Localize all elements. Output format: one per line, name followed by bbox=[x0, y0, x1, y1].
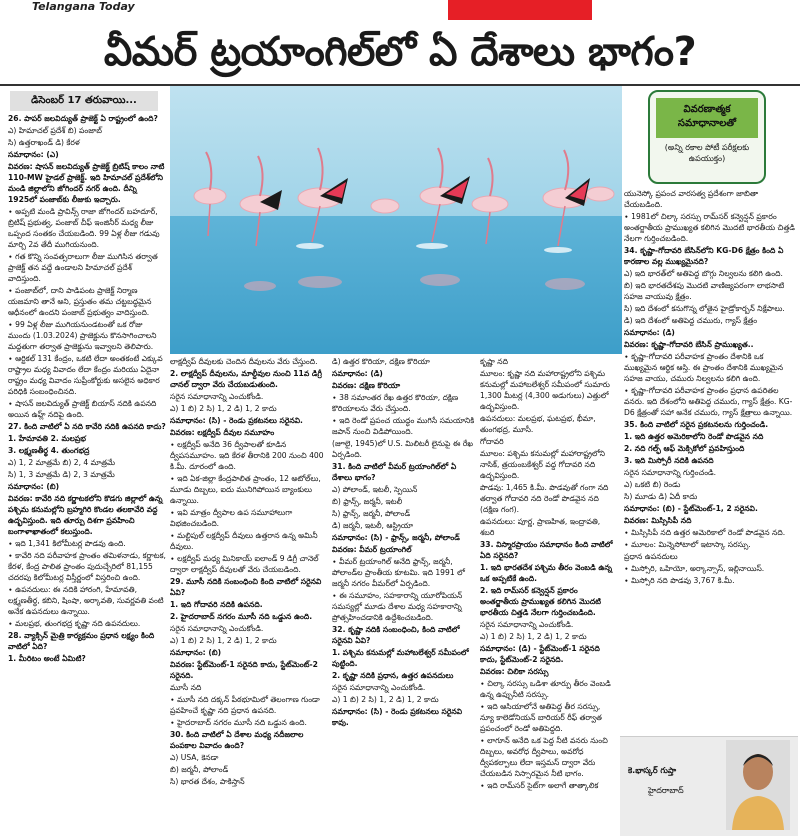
article-paragraph: 2. నది గల్ఫ్ ఆఫ్ మెక్సికోలో ప్రవహిస్తుంది bbox=[624, 444, 745, 453]
article-paragraph: వివరణ: వీమర్ ట్రయాంగిల్ bbox=[332, 545, 412, 554]
article-paragraph: వివరణ: స్టేట్‌మెంట్-1 సరైనది కాదు, స్టేట్‌మెంట్-2 సరైనది. bbox=[170, 660, 318, 680]
article-paragraph: 2. కృష్ణా నదికి ప్రధాన, ఉత్తర ఉపనదులు bbox=[332, 671, 454, 680]
article-paragraph: ఎ) 1 బి) 2 సి) 1, 2 డి) 1, 2 కాదు bbox=[480, 632, 587, 641]
flamingo-photo bbox=[170, 86, 622, 354]
article-paragraph: గోదావరి bbox=[480, 437, 504, 446]
article-paragraph: 1. ఇది ఉత్తర అమెరికాలోని రెండో పొడవైన నది bbox=[624, 432, 764, 441]
section-tag-banner bbox=[448, 0, 592, 20]
article-paragraph: ∙ మిస్సోరి, ఒహియో, అర్కాన్సాస్, ఇల్లినాయిస్. bbox=[624, 564, 765, 573]
article-paragraph: సమాధానం: (సి) - రెండు ప్రకటనలు సరైనవి. bbox=[170, 416, 303, 425]
article-paragraph: సరైన సమాధానాన్ని ఎంచుకోండి. bbox=[170, 624, 264, 633]
article-paragraph: 30. కింది వాటిలో ఏ దేశాల మధ్య నదీజలాల పంపకాల వివాదం ఉంది? bbox=[170, 730, 304, 750]
article-paragraph: 1. పశ్చిమ కనుమల్లో మహాబలేశ్వర్ సమీపంలో పుట్టింది. bbox=[332, 648, 469, 668]
article-paragraph: సరైన సమాధానాన్ని ఎంచుకోండి. bbox=[332, 683, 426, 692]
article-paragraph: సమాధానం: (బి) bbox=[8, 482, 60, 491]
article-paragraph: సమాధానం: (డి) bbox=[624, 328, 675, 337]
article-paragraph: సరైన సమాధానాన్ని గుర్తించండి. bbox=[624, 468, 717, 477]
article-paragraph: మూసీ నది bbox=[170, 683, 202, 692]
article-paragraph: ∙ హైదరాబాద్ నగరం మూసీ నది ఒడ్డున ఉంది. bbox=[170, 718, 307, 727]
flamingo-illustration bbox=[170, 86, 622, 354]
article-paragraph: 26. పాపర్ జలవిద్యుత్ ప్రాజెక్ట్ ఏ రాష్ట్రంలో ఉంది? bbox=[8, 114, 158, 123]
article-paragraph: ఎ) హిమాచల్ ప్రదేశ్ బి) పంజాబ్ bbox=[8, 126, 102, 135]
article-paragraph: మూలం: కృష్ణా నది మహారాష్ట్రలోని పశ్చిమ కనుమల్లో మహాబలేశ్వర్ సమీపంలో సుమారు 1,300 మీటర్ల (4,300 అడుగులు) ఎత్తులో ఉద్భవిస్తుంది. bbox=[480, 369, 610, 411]
badge-subtitle: (అన్ని రకాల పోటీ పరీక్షలకు ఉపయుక్తం) bbox=[664, 143, 750, 163]
article-paragraph: వివరణ: మిస్సిసిపీ నది bbox=[624, 516, 692, 525]
article-paragraph: సమాధానం: (డి) - స్టేట్‌మెంట్-1 సరైనది కాదు, స్టేట్‌మెంట్-2 సరైనది. bbox=[480, 644, 600, 664]
article-paragraph: ∙ లాగూన్ అనేది ఒక పెద్ద నీటి వనరు నుంచి దిబ్బలు, అవరోధ ద్వీపాలు, అవరోధ ద్వీపకల్పాలు లేదా ఇస్తమస్ ద్వారా వేరు చేయబడిన నిస్సారమైన నీటి భాగం. bbox=[480, 736, 608, 778]
article-paragraph: ఎ) ఒకటి బి) రెండు bbox=[624, 480, 681, 489]
article-paragraph: ∙ ఇది 1,341 కిలోమీటర్ల పొడవు ఉంది. bbox=[8, 539, 126, 548]
article-paragraph: 2. ఇది రామ్‌సర్ కన్వెన్షన్ ప్రకారం అంతర్జాతీయ ప్రాముఖ్యత కలిగిన మొదటి భారతీయ చిత్తడి నేలగా గుర్తించబడింది. bbox=[480, 586, 602, 617]
article-paragraph: సమాధానం: (సి) - రెండు ప్రకటనలు సరైనవి కావు. bbox=[332, 707, 463, 727]
article-column-1 bbox=[8, 113, 166, 837]
article-paragraph: ∙ ఇది రామ్‌సర్ సైట్‌గా అలాగే తాత్కాలిక bbox=[480, 781, 599, 790]
article-paragraph: 3. లక్ష్మణతీర్థ 4. తుంగభద్ర bbox=[8, 446, 90, 455]
article-paragraph: సి) భారత దేశం, పాకిస్తాన్ bbox=[170, 777, 245, 786]
article-paragraph: వివరణ: చిలికా సరస్సు bbox=[480, 667, 549, 676]
article-paragraph: ∙ ఈ సమూహం, సహకారాన్ని యూరోపియన్ సమస్యల్లో మూడు దేశాల మధ్య సహకారాన్ని ప్రోత్సహించడానికి ఉద్దేశించబడింది. bbox=[332, 591, 463, 622]
article-paragraph: ∙ ఆర్టికల్ 131 కేంద్రం, ఒకటి లేదా అంతకంటే ఎక్కువ రాష్ట్రాల మధ్య వివాదం లేదా కేంద్రం మరియు ఏదైనా రాష్ట్రం మధ్య వివాదం సుప్రీంకోర్టుకు అసలైన అధికార పరిధికి సంబంధించినది. bbox=[8, 354, 163, 396]
article-paragraph: ∙ ఇది ఏక-జిల్లా కేంద్రపాలిత ప్రాంతం, 12 అటోల్‌లు, మూడు దిబ్బలు, ఐదు మునిగిపోయిన బ్యాంకులు ఉన్నాయి. bbox=[170, 474, 321, 505]
badge-title: వివరణాత్మక సమాధానాలతో bbox=[656, 98, 758, 138]
article-paragraph: 3. ఇది మిస్సోరీ నదికి ఉపనది bbox=[624, 456, 714, 465]
article-paragraph: వివరణ: షాసన్ జలవిద్యుత్ ప్రాజెక్ట్ బ్రిటిష్ కాలం నాటి 110-MW హైడల్ ప్రాజెక్ట్. ఇది హిమాచల్ ప్రదేశ్‌లోని మండి జిల్లాలోని జోగిందర్ నగర్ ఉంది. దీన్ని 1925లో పంజాబ్‌కు లీజుకు ఇచ్చారు. bbox=[8, 162, 165, 204]
article-paragraph: ∙ 38 సమాంతర రేఖ ఉత్తర కొరియా, దక్షిణ కొరియాలను వేరు చేస్తుంది. bbox=[332, 393, 459, 413]
article-paragraph: ∙ అప్పటి మండి ప్రావిన్స్ రాజా జోగిందర్ బహదూర్, బ్రిటిష్ ప్రభుత్వ, పంజాబ్ చీఫ్ ఇంజినీర్ మధ్య లీజు ఒప్పంద సంతకం చేయబడింది. 99 ఏళ్ల లీజు గడువు మార్చి 2వ తేదీ ముగియనుంది. bbox=[8, 207, 160, 249]
article-paragraph: వివరణ: దక్షిణ కొరియా bbox=[332, 381, 401, 390]
article-paragraph: సి) ఫ్రాన్స్, జర్మనీ, పోలాండ్ bbox=[332, 509, 411, 518]
article-paragraph: 1. హేమావతి 2. మలప్రభ bbox=[8, 434, 86, 443]
article-paragraph: ఎ) పోలాండ్, ఇటలీ, స్పెయిన్ bbox=[332, 485, 418, 494]
article-paragraph: బి) ఫ్రాన్స్, జర్మనీ, ఇటలీ bbox=[332, 497, 403, 506]
page-headline: వీమర్ ట్రయాంగిల్‌లో ఏ దేశాలు భాగం? bbox=[103, 29, 697, 75]
article-paragraph: ∙ మూలం: మిన్నెసోటాలో ఇటాస్కా సరస్సు. bbox=[624, 540, 751, 549]
masthead-strip bbox=[0, 0, 800, 22]
article-paragraph: సి) 1, 3 మాత్రమే డి) 2, 3 మాత్రమే bbox=[8, 470, 115, 479]
article-paragraph: (జూలై, 1945)లో U.S. మిలిటరీ లైనుపై ఈ రేఖ ఏర్పడింది. bbox=[332, 439, 474, 459]
article-paragraph: ఎ) 1 బి) 2 సి) 1, 2 డి) 1, 2 కాదు bbox=[170, 636, 277, 645]
article-paragraph: ∙ మిస్సోరి నది పొడవు 3,767 కి.మీ. bbox=[624, 576, 735, 585]
article-paragraph: సరైన సమాధానాన్ని ఎంచుకోండి. bbox=[480, 620, 574, 629]
article-paragraph: ఎ) ఇది భారత్‌లో అతిపెద్ద బొగ్గు నిల్వలను కలిగి ఉంది. bbox=[624, 269, 783, 278]
article-paragraph: ఎ) USA, కెనడా bbox=[170, 753, 219, 762]
author-location: హైదరాబాద్ bbox=[648, 786, 684, 795]
article-paragraph: పొడవు: 1,465 కి.మీ. పొడవుతో గంగా నది తర్వాత గోదావరి నది రెండో పొడవైన నది (దక్షిణ గంగ). bbox=[480, 483, 609, 514]
article-paragraph: సి) మూడు డి) ఏదీ కాదు bbox=[624, 492, 698, 501]
date-tab: డిసెంబర్ 17 తరువాయి... bbox=[10, 91, 158, 111]
masthead-brand: Telangana Today bbox=[32, 0, 135, 13]
article-paragraph: వివరణ: కావేరి నది కర్ణాటకలోని కొడగు జిల్లాలో ఉన్న పశ్చిమ కనుమల్లోని బ్రహ్మగిరి కొండల తలకావేరి వద్ద ఉద్భవిస్తుంది. ఇది తూర్పు దిశగా ప్రవహించి బంగాళాఖాతంలో కలుస్తుంది. bbox=[8, 494, 163, 536]
article-paragraph: ఎ) 1 బి) 2 సి) 1, 2 డి) 1, 2 కాదు bbox=[332, 695, 439, 704]
article-paragraph: బి) జర్మనీ, పోలాండ్ bbox=[170, 765, 229, 774]
explanatory-answers-badge bbox=[648, 90, 766, 184]
article-paragraph: కృష్ణా నది bbox=[480, 357, 508, 366]
article-paragraph: సమాధానం: (ఎ) bbox=[8, 150, 59, 159]
article-paragraph: ∙ ఇది రెండో ప్రపంచ యుద్ధం ముగిసే సమయానికి జపాన్ నుంచి విడిపోయింది. bbox=[332, 416, 475, 436]
article-paragraph: 1. ఇది గోదావరి నదికి ఉపనది. bbox=[170, 600, 263, 609]
article-paragraph: ∙ వీమర్ ట్రయాంగిల్ అనేది ఫ్రాన్స్, జర్మనీ, పోలాండ్‌ల ప్రాంతీయ కూటమి. ఇది 1991 లో జర్మనీ నగరం వీమర్‌లో ఏర్పడింది. bbox=[332, 557, 465, 588]
article-paragraph: డి) జర్మనీ, ఇటలీ, ఆస్ట్రియా bbox=[332, 521, 414, 530]
article-column-2 bbox=[170, 356, 330, 838]
article-paragraph: ∙ కావేరి నది పరీవాహక ప్రాంతం తమిళనాడు, కర్ణాటక, కేరళ, కేంద్ర పాలిత ప్రాంతం పుదుచ్చేరిలో 81,155 చదరపు కిలోమీటర్ల విస్తీర్ణంలో విస్తరించి ఉంది. bbox=[8, 551, 166, 582]
article-paragraph: 1. ఇది భారతదేశ పశ్చిమ తీరం వెంబడి ఉన్న ఒక అప్పటికే ఉంది. bbox=[480, 563, 613, 583]
article-paragraph: ∙ కృష్ణా-గోదావరి పరీవాహక ప్రాంతం ప్రధాన ఉపరితల వనరు. ఇది దేశంలోని అతిపెద్ద చమురు, గ్యాస్ క్షేత్రం. KG-D6 క్షేత్రంతో సహా అనేక చమురు, గ్యాస్ క్షేత్రాలు ఉన్నాయి. bbox=[624, 386, 793, 417]
article-paragraph: 28. వ్యాక్సిన్ మైత్రి కార్యక్రమం ప్రధాన లక్ష్యం కింది వాటిలో ఏది? bbox=[8, 631, 155, 651]
article-paragraph: ∙ గత కొన్ని సంవత్సరాలుగా లీజు ముగిసిన తర్వాత ప్రాజెక్ట్ తన వద్దే ఉండాలని హిమాచల్ ప్రదేశ్ వాదిస్తుంది. bbox=[8, 252, 158, 283]
article-paragraph: సమాధానం: (బి) - స్టేట్‌మెంట్-1, 2 సరైనవి. bbox=[624, 504, 758, 513]
author-portrait bbox=[726, 740, 790, 830]
article-column-3 bbox=[332, 356, 478, 838]
article-paragraph: బి) ఇది భారతదేశపు మొదటి వాణిజ్యపరంగా లాభసాటి సహజ వాయువు క్షేత్రం. bbox=[624, 281, 785, 301]
article-paragraph: డి) ఉత్తర కొరియా, దక్షిణ కొరియా bbox=[332, 357, 430, 366]
article-paragraph: ఎ) 1 బి) 2 సి) 1, 2 డి) 1, 2 కాదు bbox=[170, 404, 277, 413]
article-paragraph: ∙ మిస్సిసిపీ నది ఉత్తర అమెరికాలో రెండో పొడవైన నది. bbox=[624, 528, 786, 537]
article-paragraph: లాక్షద్వీప్ దీవులకు చెందిన దీవులను వేరు చేస్తుంది. bbox=[170, 357, 318, 366]
article-paragraph: ప్రధాన ఉపనదులు bbox=[624, 552, 678, 561]
article-paragraph: 31. కింది వాటిలో వీమర్ ట్రయాంగిల్‌లో ఏ దేశాలు భాగం? bbox=[332, 462, 457, 482]
article-paragraph: సమాధానం: (డి) bbox=[332, 369, 383, 378]
article-paragraph: సి) ఉత్తరాఖండ్ డి) కేరళ bbox=[8, 138, 80, 147]
article-paragraph: ఉపనదులు: పూర్ణ, ప్రాణహిత, ఇంద్రావతి, శబరి bbox=[480, 517, 601, 537]
article-paragraph: సి) ఇది దేశంలో కనుగొన్న లోతైన హైడ్రోకార్బన్ నిక్షేపాలు. bbox=[624, 304, 785, 313]
article-paragraph: ఉపనదులు: మలప్రభ, ఘటప్రభ, భీమా, తుంగభద్ర, మూసీ. bbox=[480, 414, 596, 434]
article-paragraph: సమాధానం: (బి) bbox=[170, 648, 222, 657]
article-paragraph: 32. కృష్ణా నదికి సంబంధించి, కింది వాటిలో సరైనవి ఏవి? bbox=[332, 625, 460, 645]
article-paragraph: సరైన సమాధానాన్ని ఎంచుకోండి. bbox=[170, 392, 264, 401]
author-name: కె.భాస్కర్ గుప్తా bbox=[628, 766, 677, 775]
article-paragraph: 35. కింది వాటిలో సరైన ప్రకటనలను గుర్తించండి. bbox=[624, 420, 769, 429]
article-paragraph: ∙ లక్షద్వీప్ అనేది 36 ద్వీపాలతో కూడిన ద్వీపసమూహం. ఇది కేరళ తీరానికి 200 నుంచి 400 కి.మీ. దూరంలో ఉంది. bbox=[170, 440, 324, 471]
article-paragraph: ∙ పంజాబ్‌లో, దాని పాడిపంట ప్రాజెక్ట్ నిర్మాణ యజమాని తానే అని, ప్రస్తుతం తమ చట్టబద్ధమైన ఆధీనంలో ఉందని పంజాబ్ ప్రభుత్వం వాదిస్తుంది. bbox=[8, 286, 152, 317]
article-paragraph: ∙ మల్టిపుల్ లక్షద్వీప్ దీవులు ఉత్తరాన ఉన్న అమినీ దీవులు. bbox=[170, 531, 318, 551]
article-paragraph: 33. విస్మారప్రాయం సమాధానం కింది వాటిలో ఏది సరైనది? bbox=[480, 540, 613, 560]
article-paragraph: ∙ ఇవి మాత్రం ద్వీపాల ఉప సమూహాలుగా విభజించబడింది. bbox=[170, 508, 293, 528]
article-paragraph: ∙ 99 ఏళ్ల లీజు ముగియనుండటంతో ఒక రోజు ముందు (1.03.2024) ప్రాజెక్టును కొనసాగించాలని మద్దతుగా తర్వాత ప్రాజెక్టును ఇవ్వాలని తెలిపారు. bbox=[8, 320, 157, 351]
article-paragraph: యునెస్కో ప్రపంచ వారసత్వ ప్రదేశంగా జాబితా చేయబడింది. bbox=[624, 189, 759, 209]
article-paragraph: ∙ కృష్ణా-గోదావరి పరీవాహక ప్రాంతం దేశానికి ఒక ముఖ్యమైన ఆర్థిక ఆస్తి. ఈ ప్రాంతం దేశానికి ముఖ్యమైన సహజ వాయు, చమురు నిల్వలను కలిగి ఉంది. bbox=[624, 352, 784, 383]
article-paragraph: సమాధానం: (సి) - ఫ్రాన్స్, జర్మనీ, పోలాండ్ bbox=[332, 533, 460, 542]
article-paragraph: 2. లాక్షద్వీప్ దీవులను, మాల్దీవుల నుంచి 11వ డిగ్రీ చానల్ ద్వారా వేరు చేయబడుతుంది. bbox=[170, 369, 322, 389]
article-paragraph: ∙ చిల్కా సరస్సు ఒడిశా తూర్పు తీరం వెంబడి ఉన్న ఉప్పునీటి సరస్సు. bbox=[480, 679, 611, 699]
author-photo bbox=[726, 740, 790, 830]
article-paragraph: ∙ మలప్రభ, తుంగభద్ర కృష్ణా నది ఉపనదులు. bbox=[8, 619, 141, 628]
article-paragraph: 2. హైదరాబాద్ నగరం మూసీ నది ఒడ్డున ఉంది. bbox=[170, 612, 313, 621]
article-paragraph: ∙ లక్షద్వీప్ మధ్య మినికాయ్ ఐలాండ్ 9 డిగ్రీ చానెల్ ద్వారా లాక్షద్వీప్ దీవులతో వేరు చేయబడింది. bbox=[170, 554, 319, 574]
article-paragraph: ఎ) 1, 2 మాత్రమే బి) 2, 4 మాత్రమే bbox=[8, 458, 116, 467]
article-paragraph: ∙ 1981లో చిల్కా సరస్సు రామ్‌సర్ కన్వెన్షన్ ప్రకారం అంతర్జాతీయ ప్రాముఖ్యత కలిగిన మొదటి భారతీయ చిత్తడి నేలగా గుర్తించబడింది. bbox=[624, 212, 795, 243]
article-paragraph: 1. మీరిటం అంటే ఏమిటి? bbox=[8, 654, 86, 663]
article-paragraph: 27. కింది వాటిలో ఏ నది కావేరి నదికి ఉపనది కాదు? bbox=[8, 422, 166, 431]
article-paragraph: మూలం: పశ్చిమ కనుమల్లో మహారాష్ట్రలోని నాసిక్, త్రయంబకేశ్వర్ వద్ద గోదావరి నది ఉద్భవిస్తుంది. bbox=[480, 449, 605, 480]
article-paragraph: ∙ షాసన్ జలవిద్యుత్ ప్రాజెక్ట్ బియాస్ నదికి ఉపనది అయిన ఉహ్ల్ నదిపై ఉంది. bbox=[8, 399, 157, 419]
article-paragraph: ∙ ఇది ఆసియాలోనే అతిపెద్ద తీర సరస్సు, న్యూ కాలెడోనియన్ బారియర్ రీఫ్ తర్వాత ప్రపంచంలో రెండో అతిపెద్దది. bbox=[480, 702, 602, 733]
article-paragraph: 34. కృష్ణా-గోదావరి బేసిన్‌లోని KG-D6 క్షేత్రం కింది ఏ కారణాల వల్ల ముఖ్యమైనది? bbox=[624, 246, 784, 266]
article-paragraph: ∙ మూసీ నది దక్కన్ పీఠభూమిలో తెలంగాణ గుండా ప్రవహించే కృష్ణా నది ప్రధాన ఉపనది. bbox=[170, 695, 320, 715]
article-column-4 bbox=[480, 356, 616, 838]
article-paragraph: 29. మూసీ నదికి సంబంధించి కింది వాటిలో సరైనవి ఏవి? bbox=[170, 577, 322, 597]
article-paragraph: వివరణ: కృష్ణా-గోదావరి బేసిన్ ప్రాముఖ్యత.. bbox=[624, 340, 754, 349]
article-paragraph: ∙ ఉపనదులు: ఈ నదికి హారంగి, హేమావతి, లక్ష్మణతీర్థ, కబిని, షింషా, అర్కావతి, సువర్ణవతి వంటి అనేక ఉపనదులు ఉన్నాయి. bbox=[8, 585, 164, 616]
article-paragraph: వివరణ: లక్షద్వీప్ దీవుల సమూహం bbox=[170, 428, 275, 437]
article-paragraph: డి) ఇది దేశంలో అతిపెద్ద చమురు, గ్యాస్ క్షేత్రం bbox=[624, 316, 758, 325]
